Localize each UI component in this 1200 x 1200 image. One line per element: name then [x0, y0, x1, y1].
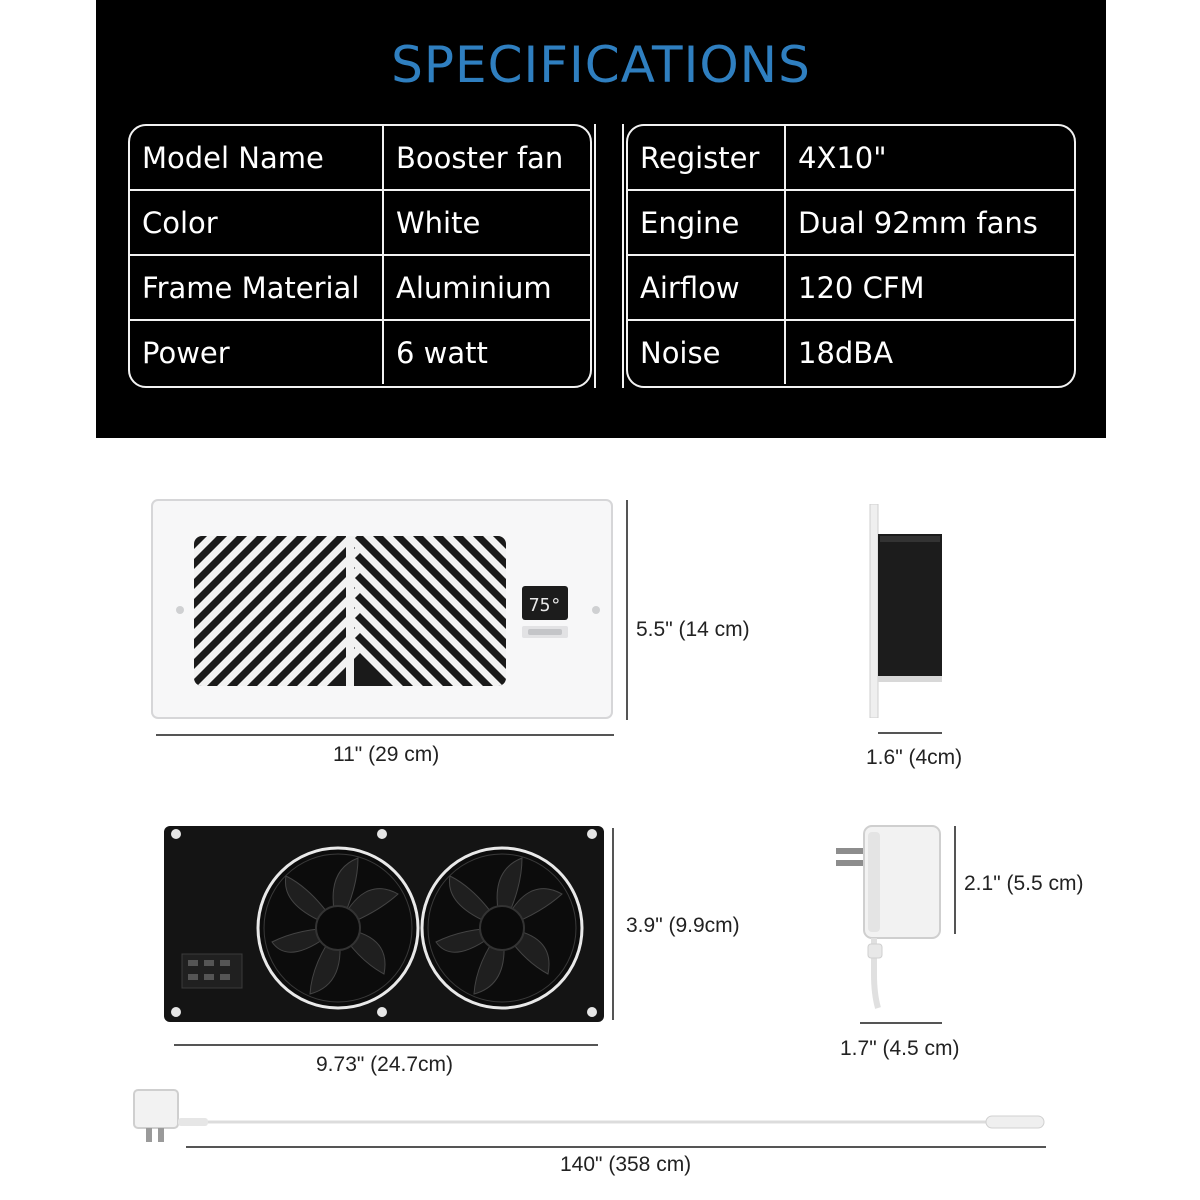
spec-value: Dual 92mm fans	[798, 205, 1038, 240]
dimension-line	[174, 1044, 598, 1046]
spec-key: Noise	[628, 321, 786, 384]
dimension-line	[626, 500, 628, 720]
spec-value: 18dBA	[798, 335, 894, 370]
specifications-panel	[96, 0, 1106, 438]
adapter-height-label: 2.1" (5.5 cm)	[964, 872, 1084, 895]
register-depth-label: 1.6" (4cm)	[866, 746, 963, 769]
dimension-line	[186, 1146, 1046, 1148]
fan-right-icon	[422, 848, 582, 1008]
adapter-width-label: 1.7" (4.5 cm)	[840, 1037, 960, 1060]
register-width-label: 11" (29 cm)	[333, 743, 440, 766]
cable-length-label: 140" (358 cm)	[560, 1153, 692, 1176]
spec-row	[628, 191, 1074, 256]
spec-row	[628, 126, 1074, 191]
spec-key: Model Name	[130, 126, 384, 189]
register-side-image	[866, 504, 946, 718]
fan-left-icon	[258, 848, 418, 1008]
table-divider	[594, 124, 624, 388]
spec-title: SPECIFICATIONS	[391, 36, 811, 94]
spec-value: 4X10"	[798, 140, 887, 175]
dimension-line	[860, 1022, 942, 1024]
spec-row	[130, 321, 590, 384]
fan-width-label: 9.73" (24.7cm)	[316, 1053, 454, 1076]
spec-value: Aluminium	[396, 270, 552, 305]
register-height-label: 5.5" (14 cm)	[636, 618, 750, 641]
spec-key: Power	[130, 321, 384, 384]
spec-value: White	[396, 205, 481, 240]
dimension-line	[156, 734, 614, 736]
spec-key: Register	[628, 126, 786, 189]
spec-row	[628, 256, 1074, 321]
spec-key: Engine	[628, 191, 786, 254]
dimension-line	[612, 828, 614, 1020]
spec-row	[130, 126, 590, 191]
thermostat-display: 75°	[528, 595, 562, 616]
fan-height-label: 3.9" (9.9cm)	[626, 914, 740, 937]
spec-row	[628, 321, 1074, 384]
spec-row	[130, 191, 590, 256]
spec-value: Booster fan	[396, 140, 564, 175]
cable-image	[128, 1086, 1052, 1150]
dual-fan-image	[162, 824, 606, 1024]
spec-value: 120 CFM	[798, 270, 925, 305]
dimension-line	[878, 732, 942, 734]
power-adapter-image	[834, 824, 946, 1010]
spec-table-left	[128, 124, 592, 388]
spec-row	[130, 256, 590, 321]
spec-key: Airflow	[628, 256, 786, 319]
spec-key: Frame Material	[130, 256, 384, 319]
register-front-image	[150, 498, 616, 722]
dimension-line	[954, 826, 956, 934]
spec-key: Color	[130, 191, 384, 254]
spec-table-right	[626, 124, 1076, 388]
spec-value: 6 watt	[396, 335, 488, 370]
